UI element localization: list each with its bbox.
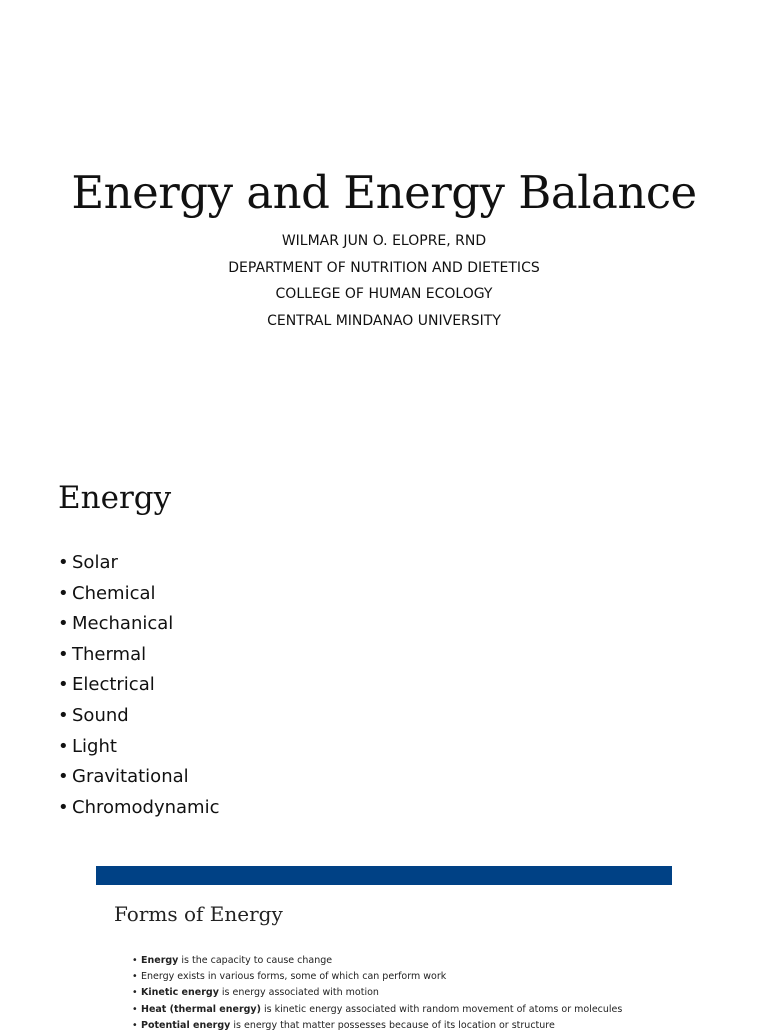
term: Heat (thermal energy) (141, 1003, 261, 1015)
list-item (132, 1002, 622, 1018)
bullet-icon: • (58, 674, 69, 696)
slide-title: Energy (58, 480, 172, 516)
list-item (58, 609, 220, 640)
university-name: CENTRAL MINDANAO UNIVERSITY (267, 312, 501, 329)
list-item-label: Gravitational (72, 766, 189, 788)
department-name: DEPARTMENT OF NUTRITION AND DIETETICS (228, 259, 540, 276)
list-item (58, 548, 220, 579)
list-item (58, 640, 220, 671)
list-item (58, 732, 220, 763)
bullet-icon: • (58, 735, 69, 757)
bullet-icon: • (132, 987, 138, 999)
list-item-label: Chromodynamic (72, 796, 220, 818)
list-item-label: Electrical (72, 674, 155, 696)
college-name: COLLEGE OF HUMAN ECOLOGY (275, 286, 493, 302)
bullet-icon: • (132, 955, 138, 966)
presentation-title: Energy and Energy Balance (71, 166, 697, 219)
slide-frame (96, 864, 672, 1031)
list-item-label: Light (72, 735, 117, 757)
list-item (58, 670, 220, 701)
term: Energy (141, 955, 179, 966)
forms-of-energy-slide (0, 864, 768, 1031)
list-item (58, 579, 220, 610)
bullet-icon: • (58, 766, 69, 788)
list-item (58, 793, 220, 824)
definition-list (132, 953, 622, 1034)
list-item-label: Thermal (72, 643, 147, 665)
list-item-label: Chemical (72, 582, 156, 604)
term: Kinetic energy (141, 987, 219, 999)
list-item-label: Mechanical (72, 613, 174, 635)
definition: is kinetic energy associated with random movement of atoms or molecules (260, 1003, 623, 1015)
definition: is energy associated with motion (218, 987, 379, 999)
bullet-icon: • (58, 643, 69, 665)
definition: is the capacity to cause change (178, 955, 333, 966)
header-bar (96, 866, 672, 885)
slide-title: Forms of Energy (114, 902, 283, 926)
list-item (58, 762, 220, 793)
definition: Energy exists in various forms, some of which can perform work (141, 971, 447, 983)
list-item-label: Sound (72, 704, 129, 726)
term: Potential energy (141, 1019, 231, 1031)
bullet-icon: • (58, 582, 69, 604)
list-item-label: Solar (72, 552, 118, 573)
bullet-icon: • (58, 704, 69, 726)
list-item (132, 985, 622, 1001)
bullet-icon: • (58, 552, 69, 573)
definition: is energy that matter possesses because of its location or structure (230, 1019, 555, 1031)
author-name: WILMAR JUN O. ELOPRE, RND (281, 233, 487, 249)
bullet-icon: • (132, 971, 138, 983)
list-item (132, 969, 622, 985)
title-slide (0, 0, 768, 432)
bullet-icon: • (132, 1003, 138, 1015)
list-item (132, 953, 622, 969)
list-item (58, 701, 220, 732)
bullet-icon: • (132, 1019, 138, 1031)
author-block (0, 228, 768, 334)
bullet-icon: • (58, 796, 69, 818)
list-item (132, 1018, 622, 1034)
energy-types-slide (0, 432, 768, 864)
bullet-icon: • (58, 613, 69, 635)
energy-type-list (58, 548, 220, 823)
